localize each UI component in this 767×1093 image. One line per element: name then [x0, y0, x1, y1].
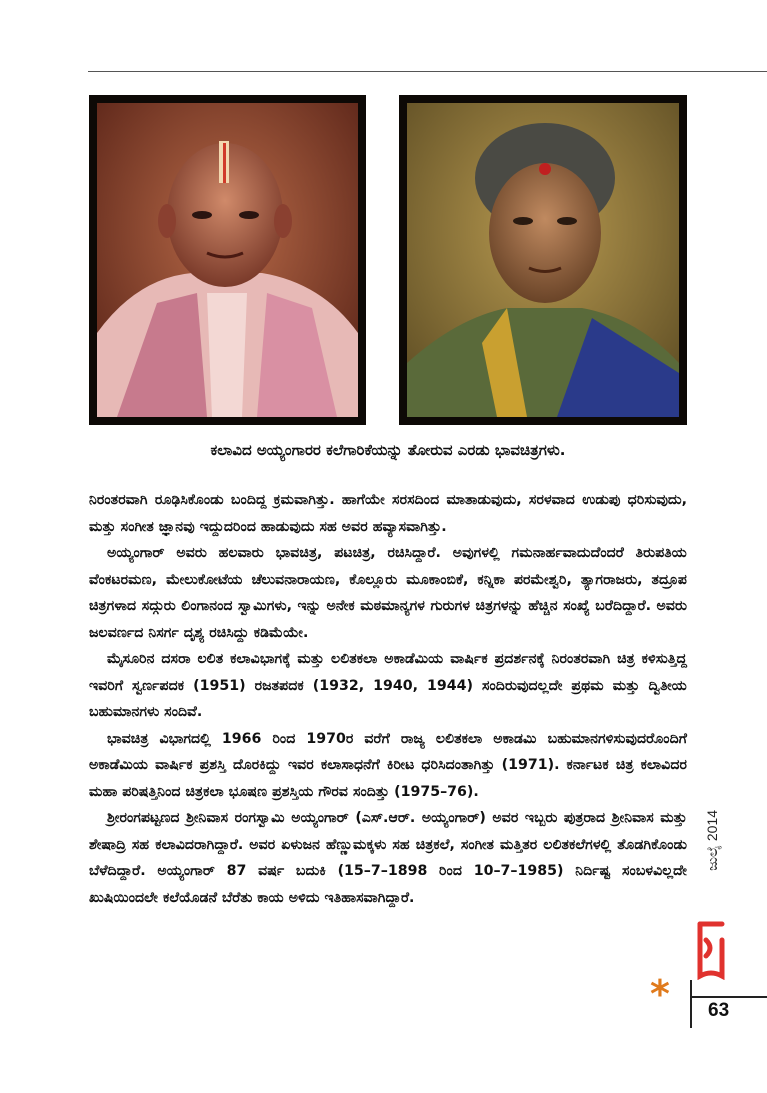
asterisk-mark: *: [650, 972, 670, 1016]
article-body: [89, 487, 687, 911]
paragraph: ಅಯ್ಯಂಗಾರ್ ಅವರು ಹಲವಾರು ಭಾವಚಿತ್ರ, ಪಟಚಿತ್ರ, ರಚಿಸಿದ್ದಾರೆ. ಅವುಗಳಲ್ಲಿ ಗಮನಾರ್ಹವಾದುದೆಂದರೆ ತಿರುಪತಿಯ ವೆಂಕಟರಮಣ, ಮೇಲುಕೋಟೆಯ ಚೆಲುವನಾರಾಯಣ, ಕೊಲ್ಲೂರು ಮೂಕಾಂಬಿಕೆ, ಕನ್ನಿಕಾ ಪರಮೇಶ್ವರಿ, ತ್ಯಾಗರಾಜರು, ತದ್ರೂಪ ಚಿತ್ರಗಳಾದ ಸದ್ಗುರು ಲಿಂಗಾನಂದ ಸ್ವಾಮಿಗಳು, ಇನ್ನು ಅನೇಕ ಮಠಮಾನ್ಯಗಳ ಗುರುಗಳ ಚಿತ್ರಗಳನ್ನು ಹೆಚ್ಚಿನ ಸಂಖ್ಯೆ ಬರೆದಿದ್ದಾರೆ. ಅವರು ಜಲವರ್ಣದ ನಿಸರ್ಗ ದೃಶ್ಯ ರಚಿಸಿದ್ದು ಕಡಿಮೆಯೇ.: [89, 545, 687, 641]
portrait-image-woman: [407, 103, 679, 417]
photo-caption: ಕಲಾವಿದ ಅಯ್ಯಂಗಾರರ ಕಲೆಗಾರಿಕೆಯನ್ನು ತೋರುವ ಎರಡು ಭಾವಚಿತ್ರಗಳು.: [210, 441, 566, 459]
issue-date: ಜುಲೈ 2014: [704, 810, 720, 871]
portrait-photo-right: [399, 95, 687, 425]
page-number-rule-vertical: [690, 980, 692, 1028]
page-number-rule: [690, 996, 767, 998]
magazine-logo: [696, 920, 726, 984]
paragraph: ಮೈಸೂರಿನ ದಸರಾ ಲಲಿತ ಕಲಾವಿಭಾಗಕ್ಕೆ ಮತ್ತು ಲಲಿತಕಲಾ ಅಕಾಡೆಮಿಯ ವಾರ್ಷಿಕ ಪ್ರದರ್ಶನಕ್ಕೆ ನಿರಂತರವಾಗಿ ಚಿತ್ರ ಕಳಿಸುತ್ತಿದ್ದ ಇವರಿಗೆ ಸ್ವರ್ಣಪದಕ (1951) ರಜತಪದಕ (1932, 1940, 1944) ಸಂದಿರುವುದಲ್ಲದೇ ಪ್ರಥಮ ಮತ್ತು ದ್ವಿತೀಯ ಬಹುಮಾನಗಳು ಸಂದಿವೆ.: [89, 651, 687, 720]
paragraph: ಶ್ರೀರಂಗಪಟ್ಟಣದ ಶ್ರೀನಿವಾಸ ರಂಗಸ್ವಾಮಿ ಅಯ್ಯಂಗಾರ್ (ಎಸ್.ಆರ್. ಅಯ್ಯಂಗಾರ್) ಅವರ ಇಬ್ಬರು ಪುತ್ರರಾದ ಶ್ರೀನಿವಾಸ ಮತ್ತು ಶೇಷಾದ್ರಿ ಸಹ ಕಲಾವಿದರಾಗಿದ್ದಾರೆ. ಅವರ ಏಳುಜನ ಹೆಣ್ಣುಮಕ್ಕಳು ಸಹ ಚಿತ್ರಕಲೆ, ಸಂಗೀತ ಮತ್ತಿತರ ಲಲಿತಕಲೆಗಳಲ್ಲಿ ತೊಡಗಿಕೊಂಡು ಬೆಳೆದಿದ್ದಾರೆ. ಅಯ್ಯಂಗಾರ್ 87 ವರ್ಷ ಬದುಕಿ (15–7–1898 ರಿಂದ 10–7–1985) ನಿರ್ದಿಷ್ಟ ಸಂಬಳವಿಲ್ಲದೇ ಖುಷಿಯಿಂದಲೇ ಕಲೆಯೊಡನೆ ಬೆರೆತು ಕಾಯ ಅಳಿದು ಇತಿಹಾಸವಾಗಿದ್ದಾರೆ.: [89, 810, 687, 906]
paragraph: ಭಾವಚಿತ್ರ ವಿಭಾಗದಲ್ಲಿ 1966 ರಿಂದ 1970ರ ವರೆಗೆ ರಾಜ್ಯ ಲಲಿತಕಲಾ ಅಕಾಡಮಿ ಬಹುಮಾನಗಳಿಸುವುದರೊಂದಿಗೆ ಅಕಾಡೆಮಿಯ ವಾರ್ಷಿಕ ಪ್ರಶಸ್ತಿ ದೊರಕಿದ್ದು ಇವರ ಕಲಾಸಾಧನೆಗೆ ಕಿರೀಟ ಧರಿಸಿದಂತಾಗಿತ್ತು (1971). ಕರ್ನಾಟಕ ಚಿತ್ರ ಕಲಾವಿದರ ಮಹಾ ಪರಿಷತ್ತಿನಿಂದ ಚಿತ್ರಕಲಾ ಭೂಷಣ ಪ್ರಶಸ್ತಿಯ ಗೌರವ ಸಂದಿತ್ತು (1975–76).: [89, 730, 687, 800]
header-rule: [88, 71, 767, 72]
portrait-image-man: [97, 103, 358, 417]
portrait-photo-left: [89, 95, 366, 425]
paragraph: ನಿರಂತರವಾಗಿ ರೂಢಿಸಿಕೊಂಡು ಬಂದಿದ್ದ ಕ್ರಮವಾಗಿತ್ತು. ಹಾಗೆಯೇ ಸರಸದಿಂದ ಮಾತಾಡುವುದು, ಸರಳವಾದ ಉಡುಪು ಧರಿಸುವುದು, ಮತ್ತು ಸಂಗೀತ ಜ್ಞಾನವು ಇದ್ದುದರಿಂದ ಹಾಡುವುದು ಸಹ ಅವರ ಹವ್ಯಾಸವಾಗಿತ್ತು.: [89, 492, 687, 535]
page-number: 63: [708, 1000, 730, 1021]
